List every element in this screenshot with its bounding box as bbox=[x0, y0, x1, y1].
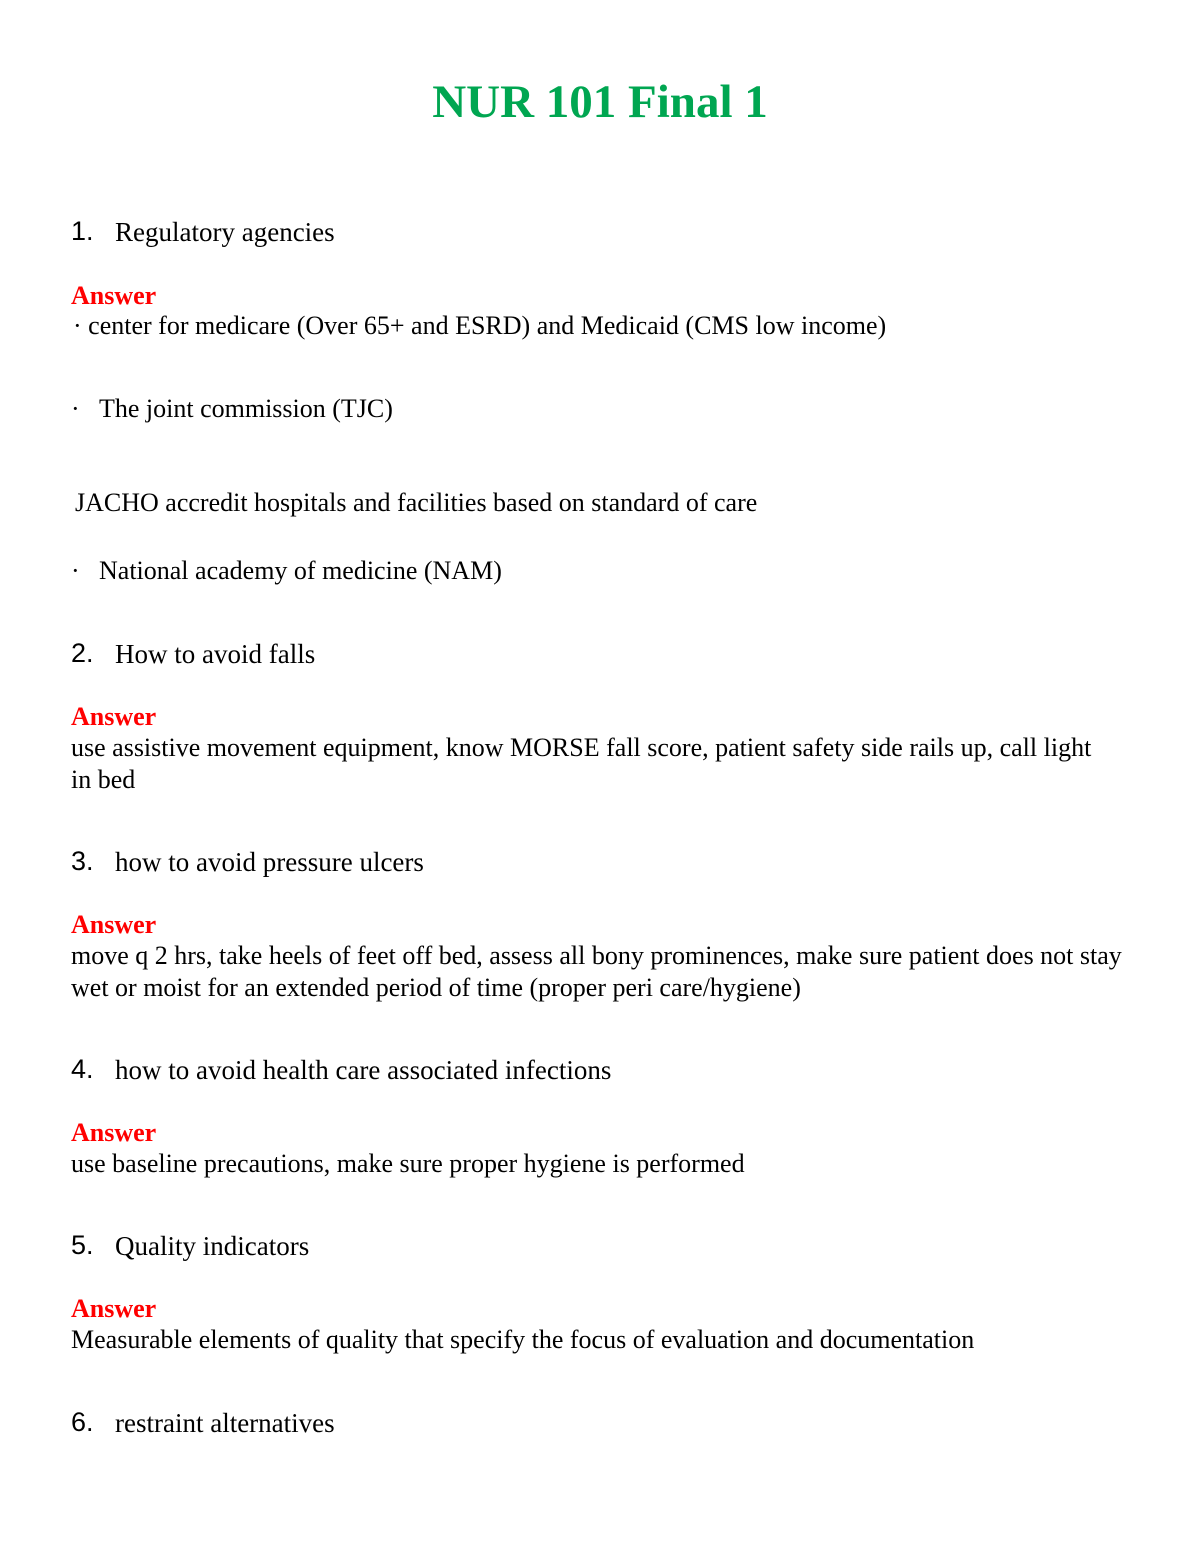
answer-text: Measurable elements of quality that specify the focus of evaluation and documentation bbox=[71, 1325, 975, 1354]
answer-label: Answer bbox=[71, 1294, 157, 1323]
question-number: 5. bbox=[71, 1230, 94, 1260]
answer-bullet-text: National academy of medicine (NAM) bbox=[99, 556, 502, 585]
page-title: NUR 101 Final 1 bbox=[432, 76, 768, 128]
answer-text: move q 2 hrs, take heels of feet off bed, assess all bony prominences, make sure patient does not stay wet or moist for an extended period of time (proper peri care/hygiene) bbox=[71, 941, 1122, 1002]
question-text: how to avoid health care associated infections bbox=[115, 1055, 612, 1085]
question-text: Quality indicators bbox=[115, 1231, 310, 1261]
question-number: 2. bbox=[71, 638, 94, 668]
question-number: 4. bbox=[71, 1054, 94, 1084]
answer-text: use assistive movement equipment, know MORSE fall score, patient safety side rails up, call light in bed bbox=[71, 733, 1092, 794]
question-text: How to avoid falls bbox=[115, 639, 316, 669]
question-text: Regulatory agencies bbox=[115, 217, 335, 247]
answer-bullet-text: The joint commission (TJC) bbox=[99, 394, 393, 423]
answer-label: Answer bbox=[71, 1118, 157, 1147]
bullet-icon: · bbox=[71, 556, 80, 585]
answer-label: Answer bbox=[71, 910, 157, 939]
question-number: 1. bbox=[71, 216, 94, 246]
answer-text: JACHO accredit hospitals and facilities based on standard of care bbox=[75, 488, 758, 517]
answer-text: use baseline precautions, make sure proper hygiene is performed bbox=[71, 1149, 745, 1178]
question-number: 3. bbox=[71, 846, 94, 876]
question-text: restraint alternatives bbox=[115, 1408, 335, 1438]
question-number: 6. bbox=[71, 1407, 94, 1437]
answer-text: · center for medicare (Over 65+ and ESRD) and Medicaid (CMS low income) bbox=[73, 311, 887, 340]
answer-label: Answer bbox=[71, 702, 157, 731]
question-text: how to avoid pressure ulcers bbox=[115, 847, 424, 877]
bullet-icon: · bbox=[71, 394, 80, 423]
answer-label: Answer bbox=[71, 281, 157, 310]
